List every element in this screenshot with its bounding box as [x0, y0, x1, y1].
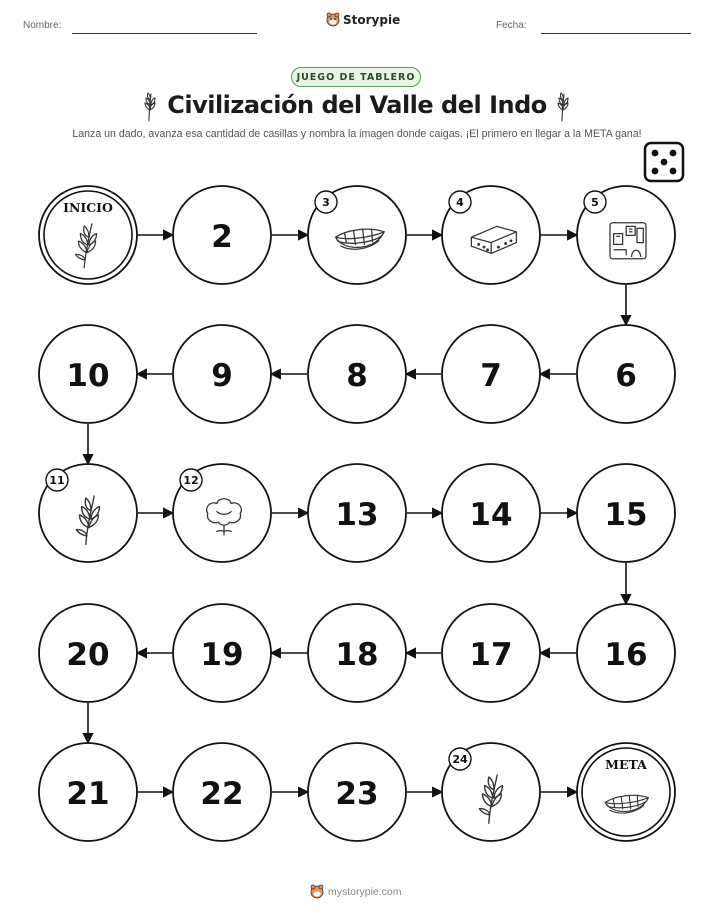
space-number: 21 — [66, 776, 110, 812]
board-space-17[interactable] — [442, 604, 540, 702]
space-number: 23 — [335, 776, 379, 812]
name-label: Nombre: — [23, 20, 62, 31]
space-number: 8 — [346, 358, 368, 394]
space-number: 13 — [335, 497, 379, 533]
board-space-3[interactable] — [308, 186, 406, 284]
board-space-12[interactable] — [173, 464, 271, 562]
board-space-5[interactable] — [577, 186, 675, 284]
city-icon — [610, 223, 646, 259]
board-space-24[interactable] — [442, 743, 540, 841]
space-number: 19 — [200, 637, 244, 673]
board-space-10[interactable] — [39, 325, 137, 423]
board-space-18[interactable] — [308, 604, 406, 702]
board-space-14[interactable] — [442, 464, 540, 562]
board-space-2[interactable] — [173, 186, 271, 284]
board-space-7[interactable] — [442, 325, 540, 423]
space-number: 6 — [615, 358, 637, 394]
space-number: 22 — [200, 776, 244, 812]
space-number: 7 — [480, 358, 502, 394]
board-space-4[interactable] — [442, 186, 540, 284]
board-space-16[interactable] — [577, 604, 675, 702]
space-number: 20 — [66, 637, 110, 673]
space-number: 16 — [604, 637, 648, 673]
space-number: 2 — [211, 219, 233, 255]
space-number: 15 — [604, 497, 648, 533]
page-title: Civilización del Valle del Indo — [167, 91, 547, 119]
space-number: 11 — [49, 474, 65, 487]
space-number: 9 — [211, 358, 233, 394]
board-space-9[interactable] — [173, 325, 271, 423]
board-space-13[interactable] — [308, 464, 406, 562]
board-space-6[interactable] — [577, 325, 675, 423]
goal-label: META — [605, 757, 647, 772]
space-number: 4 — [456, 196, 464, 209]
footer — [310, 884, 402, 899]
board-space-11[interactable] — [39, 464, 137, 562]
brand-name: Storypie — [343, 12, 401, 27]
board-space-1[interactable] — [39, 186, 137, 284]
start-label: INICIO — [63, 200, 113, 215]
space-number: 18 — [335, 637, 379, 673]
instructions: Lanza un dado, avanza esa cantidad de casillas y nombra la imagen donde caigas. ¡El primero en llegar a la META gana! — [72, 128, 642, 140]
board-space-20[interactable] — [39, 604, 137, 702]
game-type-badge: JUEGO DE TABLERO — [291, 67, 421, 87]
board-space-23[interactable] — [308, 743, 406, 841]
board-space-19[interactable] — [173, 604, 271, 702]
board-space-15[interactable] — [577, 464, 675, 562]
space-number: 14 — [469, 497, 513, 533]
board-space-22[interactable] — [173, 743, 271, 841]
space-number: 5 — [591, 196, 599, 209]
footer-url[interactable]: mystorypie.com — [328, 885, 402, 898]
space-number: 10 — [66, 358, 110, 394]
board-space-25[interactable] — [577, 743, 675, 841]
board-space-21[interactable] — [39, 743, 137, 841]
fox-icon — [310, 884, 324, 899]
space-number: 3 — [322, 196, 330, 209]
space-number: 17 — [469, 637, 513, 673]
space-number: 24 — [452, 753, 468, 766]
space-number: 12 — [183, 474, 199, 487]
date-label: Fecha: — [496, 20, 527, 31]
board-space-8[interactable] — [308, 325, 406, 423]
